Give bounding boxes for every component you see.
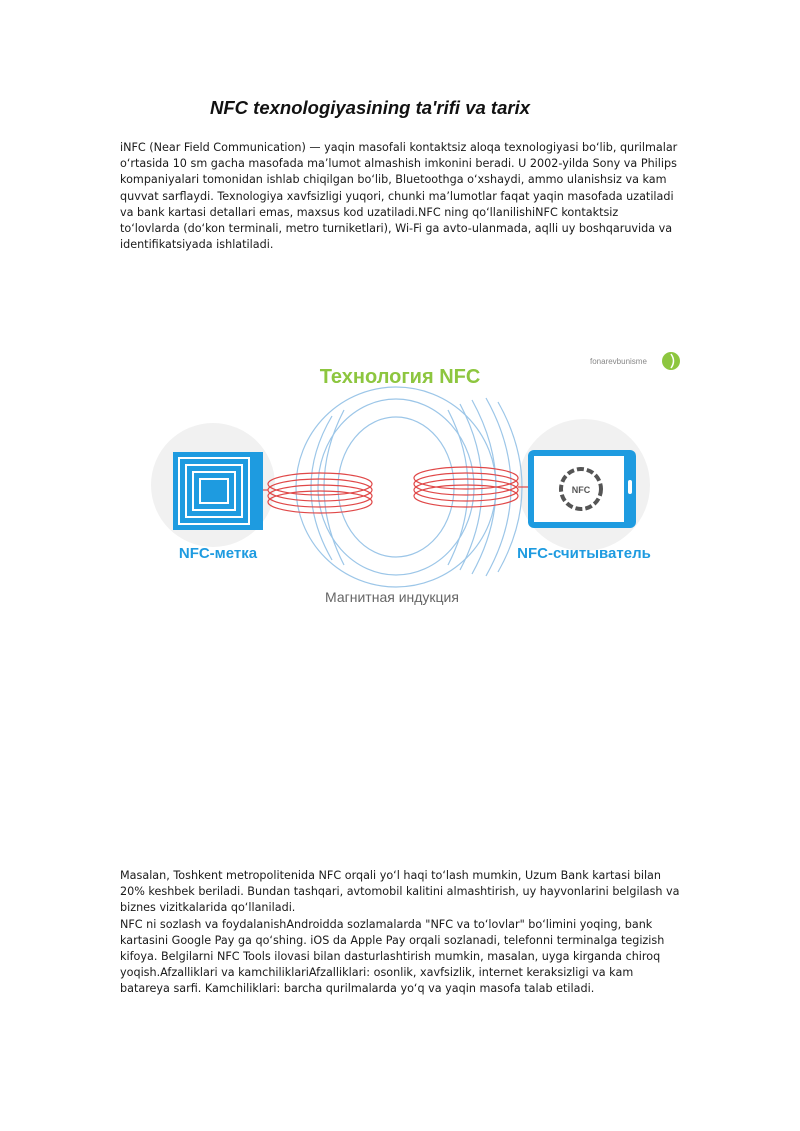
examples-paragraph: Masalan, Toshkent metropolitenida NFC orqali yo‘l haqi to‘lash mumkin, Uzum Bank kartasi bilan 20% keshbek beriladi. Bundan tashqari, avtomobil kalitini almashtirish, uy hayvonlarini belgilash va biznes vizitkalarida qo‘llaniladi. bbox=[120, 869, 680, 915]
nfc-tag-icon bbox=[173, 452, 263, 530]
leaf-logo-icon bbox=[662, 352, 680, 370]
magnetic-field-lines bbox=[296, 387, 522, 587]
setup-paragraph: NFC ni sozlash va foydalanishAndroidda sozlamalarda "NFC va to‘lovlar" bo‘limini yoqing, bank kartasini Google Pay ga qo‘shing. iOS da Apple Pay orqali sozlanadi, telefonni terminalga tegizish kifoya. Belgilarni NFC Tools ilovasi bilan dasturlashtirish mumkin, masalan, uyga kirganda chiroq yoqish.Afzalliklari va kamchiliklariAfzalliklari: osonlik, xavfsizlik, internet keraksizligi va kam batareya sarfi. Kamchiliklari: barcha qurilmalarda yo‘q va yaqin masofa talab etiladi. bbox=[120, 917, 665, 996]
document-title: NFC texnologiyasining ta'rifi va tarix bbox=[210, 97, 530, 118]
logo-text: fonarevbunisme bbox=[590, 357, 647, 366]
intro-paragraph: iNFC (Near Field Communication) — yaqin masofali kontaktsiz aloqa texnologiyasi bo‘lib, qurilmalar o‘rtasida 10 sm gacha masofada ma’lumot almashish imkonini beradi. U 2002-yilda Sony va Philips kompaniyalari tomonidan ishlab chiqilgan bo‘lib, Bluetoothga o‘xshaydi, ammo ulanishsiz va kam quvvat sarflaydi. Texnologiya xavfsizligi yuqori, chunki ma’lumotlar faqat yaqin masofada uzatiladi va bank kartasi detallari emas, maxsus kod uzatiladi.NFC ning qo‘llanilishiNFC kontaktsiz to‘lovlarda (do‘kon terminali, metro turniketlari), Wi-Fi ga avto-ulanmada, aqlli uy boshqaruvida va identifikatsiyada ishlatiladi. bbox=[120, 141, 678, 252]
reader-label: NFC-считыватель bbox=[517, 545, 651, 562]
diagram-heading: Технология NFC bbox=[319, 366, 481, 388]
tag-label: NFC-метка bbox=[178, 545, 258, 562]
tag-coil bbox=[268, 473, 372, 513]
nfc-diagram-image bbox=[148, 340, 688, 615]
usage-section bbox=[120, 868, 680, 998]
nfc-reader-icon bbox=[528, 450, 636, 528]
reader-chip-text: NFC bbox=[571, 485, 591, 495]
reader-coil bbox=[414, 467, 518, 507]
induction-caption: Магнитная индукция bbox=[325, 589, 459, 605]
